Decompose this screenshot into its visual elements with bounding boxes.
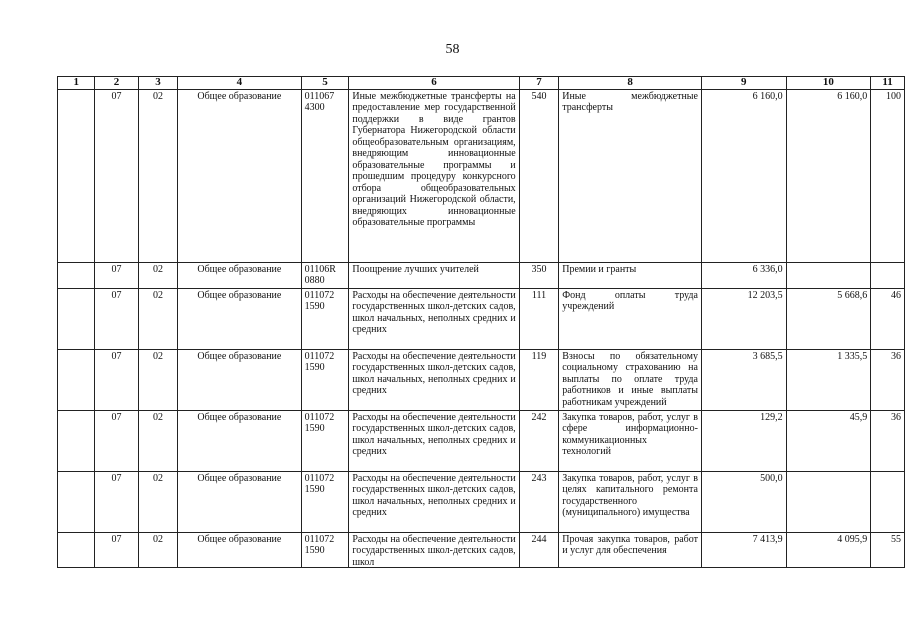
header-col-11: 11 xyxy=(871,77,905,90)
cell-section: 07 xyxy=(95,532,138,567)
cell-actual-amount xyxy=(786,262,871,288)
header-col-8: 8 xyxy=(559,77,702,90)
cell-subsection-name: Общее образование xyxy=(178,89,301,262)
cell-plan-amount: 6 336,0 xyxy=(701,262,786,288)
cell-subsection-name: Общее образование xyxy=(178,410,301,471)
header-col-9: 9 xyxy=(701,77,786,90)
cell-plan-amount: 500,0 xyxy=(701,471,786,532)
cell-target-name: Поощрение лучших учителей xyxy=(349,262,519,288)
cell-target-name xyxy=(349,532,519,567)
cell-percent: 100 xyxy=(871,89,905,262)
cell-col-1 xyxy=(58,262,95,288)
cell-subsection: 02 xyxy=(138,89,177,262)
cell-col-1 xyxy=(58,288,95,349)
cell-expense-type-name xyxy=(559,532,702,567)
cell-actual-amount: 6 160,0 xyxy=(786,89,871,262)
cell-actual-amount xyxy=(786,471,871,532)
cell-target-code: 011072 1590 xyxy=(301,410,349,471)
cell-plan-amount: 129,2 xyxy=(701,410,786,471)
cell-expense-type-name: Взносы по обязательному социальному страхованию на выплаты по оплате труда работников и иные выплаты работникам учреждений xyxy=(559,349,702,410)
cell-plan-amount: 3 685,5 xyxy=(701,349,786,410)
header-col-3: 3 xyxy=(138,77,177,90)
budget-table xyxy=(57,76,905,568)
cell-plan-amount: 7 413,9 xyxy=(701,532,786,567)
cell-expense-type-code: 243 xyxy=(519,471,559,532)
cell-subsection-name: Общее образование xyxy=(178,262,301,288)
cell-target-name: Расходы на обеспечение деятельности государственных школ-детских садов, школ начальных, неполных средних и средних xyxy=(349,349,519,410)
cell-percent xyxy=(871,471,905,532)
table-row xyxy=(58,410,905,471)
cell-actual-amount: 5 668,6 xyxy=(786,288,871,349)
cell-subsection-name: Общее образование xyxy=(178,471,301,532)
cell-subsection-name: Общее образование xyxy=(178,532,301,567)
cell-expense-type-name: Закупка товаров, работ, услуг в целях капитального ремонта государственного (муниципального) имущества xyxy=(559,471,702,532)
cell-plan-amount: 12 203,5 xyxy=(701,288,786,349)
table-row xyxy=(58,471,905,532)
cell-target-name: Расходы на обеспечение деятельности государственных школ-детских садов, школ начальных, неполных средних и средних xyxy=(349,471,519,532)
cell-percent: 36 xyxy=(871,349,905,410)
cell-expense-type-name: Фонд оплаты труда учреждений xyxy=(559,288,702,349)
cell-target-name: Расходы на обеспечение деятельности государственных школ-детских садов, школ начальных, неполных средних и средних xyxy=(349,288,519,349)
cell-section: 07 xyxy=(95,262,138,288)
cell-subsection-name: Общее образование xyxy=(178,288,301,349)
cell-target-code: 011067 4300 xyxy=(301,89,349,262)
cell-expense-type-name: Премии и гранты xyxy=(559,262,702,288)
cell-subsection: 02 xyxy=(138,532,177,567)
header-col-2: 2 xyxy=(95,77,138,90)
cell-section: 07 xyxy=(95,349,138,410)
header-col-6: 6 xyxy=(349,77,519,90)
header-col-1: 1 xyxy=(58,77,95,90)
table-row xyxy=(58,349,905,410)
cell-expense-type-code: 244 xyxy=(519,532,559,567)
header-col-7: 7 xyxy=(519,77,559,90)
table-row xyxy=(58,532,905,567)
cell-percent: 46 xyxy=(871,288,905,349)
cell-actual-amount: 1 335,5 xyxy=(786,349,871,410)
table-row xyxy=(58,262,905,288)
table-row xyxy=(58,89,905,262)
cell-expense-type-name: Иные межбюджетные трансферты xyxy=(559,89,702,262)
cell-percent xyxy=(871,262,905,288)
cell-expense-type-code: 119 xyxy=(519,349,559,410)
cell-target-code: 011072 1590 xyxy=(301,532,349,567)
cell-subsection: 02 xyxy=(138,288,177,349)
cell-expense-type-code: 350 xyxy=(519,262,559,288)
cell-section: 07 xyxy=(95,410,138,471)
cell-col-1 xyxy=(58,471,95,532)
table-row xyxy=(58,288,905,349)
header-col-4: 4 xyxy=(178,77,301,90)
cell-section: 07 xyxy=(95,471,138,532)
page-number: 58 xyxy=(445,42,460,57)
cell-subsection-name: Общее образование xyxy=(178,349,301,410)
cell-target-name: Иные межбюджетные трансферты на предоставление мер государственной поддержки в виде грантов Губернатора Нижегородской области общеобразовательным организациям, внедряющим инновационные образовательные программы и прошедшим процедуру конкурсного отбора общеобразовательных организаций Нижегородской области, внедряющих инновационные образовательные программы xyxy=(349,89,519,262)
cell-col-1 xyxy=(58,89,95,262)
cell-subsection: 02 xyxy=(138,410,177,471)
cell-section: 07 xyxy=(95,89,138,262)
cell-col-1 xyxy=(58,410,95,471)
cell-expense-type-code: 242 xyxy=(519,410,559,471)
cell-target-code: 01106R 0880 xyxy=(301,262,349,288)
cell-col-1 xyxy=(58,349,95,410)
cell-percent: 36 xyxy=(871,410,905,471)
header-row xyxy=(58,77,905,90)
cell-expense-type-code: 111 xyxy=(519,288,559,349)
cell-target-name: Расходы на обеспечение деятельности государственных школ-детских садов, школ начальных, неполных средних и средних xyxy=(349,410,519,471)
cell-subsection: 02 xyxy=(138,471,177,532)
header-col-5: 5 xyxy=(301,77,349,90)
cell-expense-type-name-text: Прочая закупка товаров, работ и услуг для обеспечения xyxy=(562,533,698,556)
cell-expense-type-name: Закупка товаров, работ, услуг в сфере информационно-коммуникационных технологий xyxy=(559,410,702,471)
cell-actual-amount: 45,9 xyxy=(786,410,871,471)
cell-col-1 xyxy=(58,532,95,567)
cell-expense-type-code: 540 xyxy=(519,89,559,262)
cell-percent: 55 xyxy=(871,532,905,567)
cell-target-name-text: Расходы на обеспечение деятельности государственных школ-детских садов, школ xyxy=(352,533,516,566)
cell-target-code: 011072 1590 xyxy=(301,349,349,410)
header-col-10: 10 xyxy=(786,77,871,90)
cell-target-code: 011072 1590 xyxy=(301,288,349,349)
cell-actual-amount: 4 095,9 xyxy=(786,532,871,567)
cell-subsection: 02 xyxy=(138,349,177,410)
cell-target-code: 011072 1590 xyxy=(301,471,349,532)
cell-subsection: 02 xyxy=(138,262,177,288)
cell-plan-amount: 6 160,0 xyxy=(701,89,786,262)
cell-section: 07 xyxy=(95,288,138,349)
